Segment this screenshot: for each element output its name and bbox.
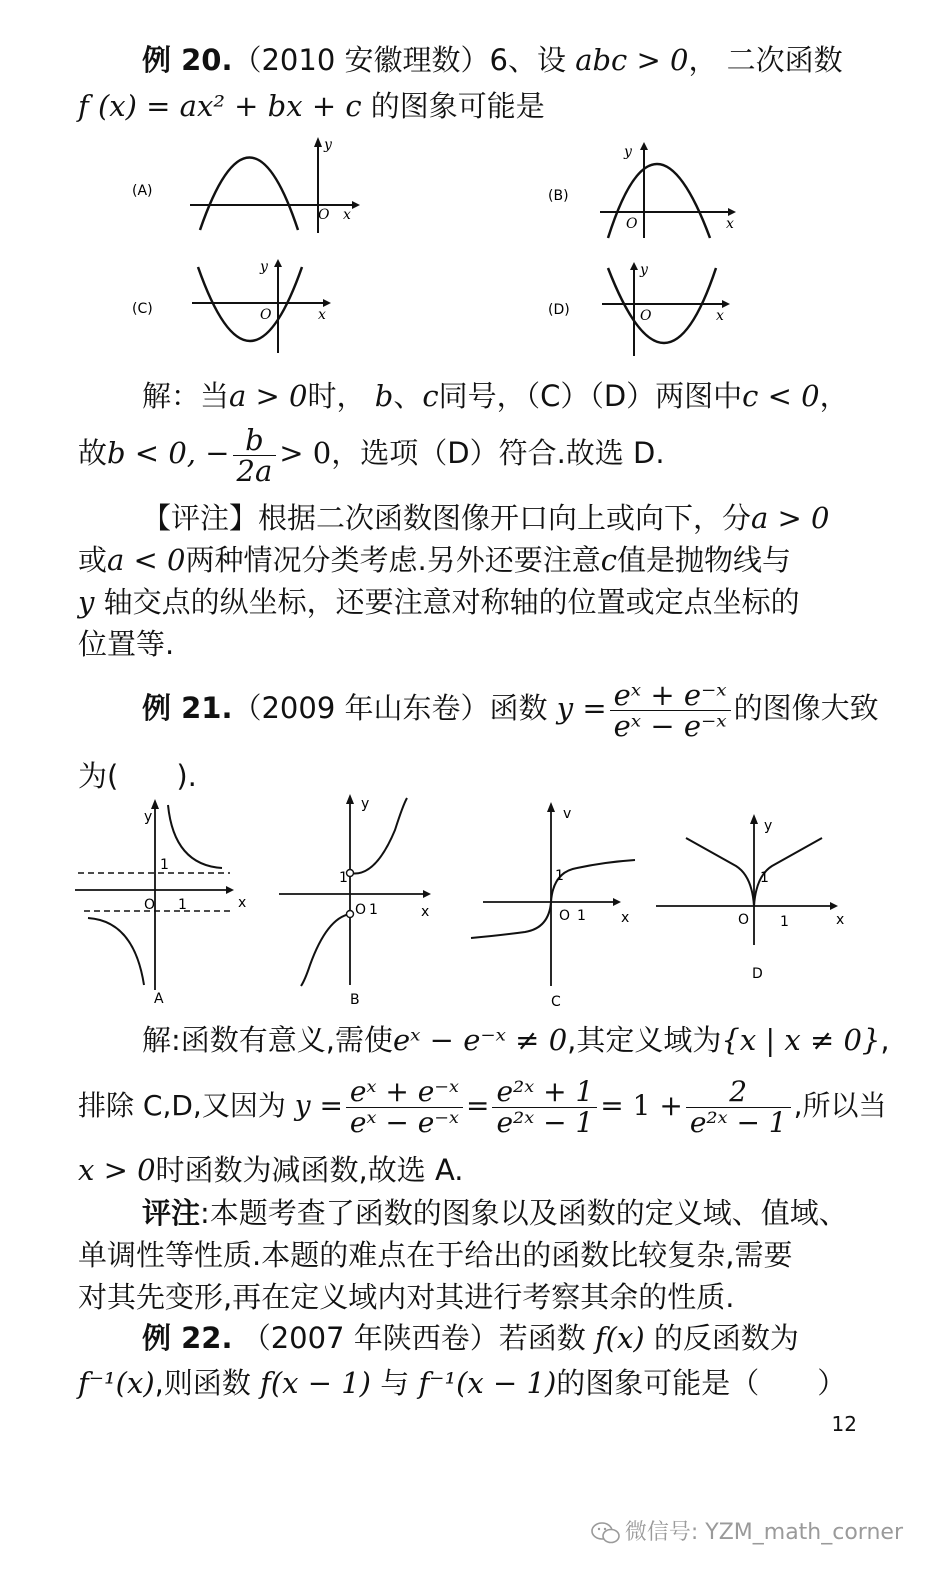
ex20-label: 例 20. bbox=[142, 43, 233, 77]
ex20-sol2-b: b < 0, − bbox=[107, 436, 230, 470]
ex20-c-o: O bbox=[260, 307, 272, 323]
wechat-icon bbox=[591, 1521, 621, 1545]
ex21-rem3: 对其先变形,再在定义域内对其进行考察其余的性质. bbox=[78, 1280, 735, 1314]
ex20-rem4: 位置等. bbox=[78, 627, 175, 661]
ex20-a-o: O bbox=[318, 207, 330, 223]
ex20-tail: ， 二次函数 bbox=[688, 43, 843, 77]
ex21-sol2-n3: 2 bbox=[686, 1077, 791, 1108]
ex21-line1 bbox=[142, 676, 879, 741]
ex21-sol2-n2: e²ˣ + 1 bbox=[492, 1077, 597, 1108]
ex20-graph-c bbox=[120, 255, 340, 355]
ex21-remark-line3 bbox=[78, 1279, 734, 1315]
ex20-remark-line2 bbox=[78, 542, 791, 578]
ex21-remark-line1 bbox=[142, 1195, 848, 1231]
ex21-a-label: A bbox=[154, 991, 164, 1007]
ex20-b-o: O bbox=[626, 216, 638, 232]
ex20-d-o: O bbox=[640, 308, 652, 324]
ex21-yeq: y = bbox=[556, 691, 607, 725]
ex20-rem2-pre: 或 bbox=[78, 543, 108, 577]
ex20-sol2-den: 2a bbox=[236, 453, 273, 488]
ex20-graph-b-label: (B) bbox=[548, 188, 569, 204]
ex21-d-one-y: 1 bbox=[760, 870, 769, 886]
ex20-d-y: y bbox=[640, 262, 648, 278]
ex20-sol1-end: ， bbox=[819, 379, 849, 413]
ex21-sol2-one: = 1 + bbox=[600, 1089, 683, 1122]
ex21-b-x: x bbox=[421, 904, 430, 920]
ex21-sol2-d2: e²ˣ − 1 bbox=[496, 1105, 594, 1139]
ex21-source: （2009 年山东卷）函数 bbox=[232, 691, 548, 725]
ex20-source: （2010 安徽理数）6、设 bbox=[232, 43, 566, 77]
watermark-text: 微信号: YZM_math_corner bbox=[624, 1520, 903, 1545]
ex20-rem1-pre: 【评注】根据二次函数图像开口向上或向下，分 bbox=[142, 501, 752, 535]
ex21-graph-a bbox=[70, 795, 250, 1010]
ex21-remark-line2 bbox=[78, 1237, 792, 1273]
ex21-sol2-d3: e²ˣ − 1 bbox=[689, 1105, 787, 1139]
ex20-sol-line1 bbox=[142, 378, 849, 414]
ex20-graph-a bbox=[120, 135, 380, 235]
ex20-remark-line1 bbox=[142, 500, 830, 536]
ex21-a-one-y: 1 bbox=[160, 857, 169, 873]
ex21-sol2-y: y = bbox=[294, 1089, 343, 1122]
watermark bbox=[591, 1515, 903, 1546]
ex21-d-y: y bbox=[764, 818, 773, 834]
ex21-sol2-frac2 bbox=[492, 1074, 597, 1139]
page-number: 12 bbox=[831, 1412, 857, 1436]
ex22-fx: f(x) bbox=[594, 1321, 645, 1355]
ex21-sol2-end: ,所以当 bbox=[793, 1089, 887, 1122]
ex20-d-x: x bbox=[716, 308, 724, 324]
ex22-line2 bbox=[78, 1365, 846, 1401]
ex21-c-one-x: 1 bbox=[577, 908, 586, 924]
ex20-sol1-mid2: 、 bbox=[393, 379, 423, 413]
ex20-b-y: y bbox=[624, 144, 632, 160]
ex20-remark-line3 bbox=[78, 584, 800, 620]
ex20-graph-a-label: (A) bbox=[132, 183, 153, 199]
ex20-sol1-b: b bbox=[374, 379, 394, 413]
ex21-c-label: C bbox=[551, 994, 561, 1010]
ex21-a-o: O bbox=[144, 897, 156, 913]
ex20-c-x: x bbox=[318, 307, 326, 323]
ex22-finv2: f⁻¹(x − 1) bbox=[418, 1366, 557, 1400]
ex20-func: f (x) = ax² + bx + c bbox=[78, 89, 362, 123]
ex20-sol1-c2: c < 0 bbox=[742, 379, 820, 413]
ex21-rem-label: 评注 bbox=[142, 1196, 201, 1230]
ex20-sol2-frac bbox=[233, 422, 277, 488]
ex20-graph-d bbox=[540, 258, 740, 358]
ex20-a-x: x bbox=[343, 207, 351, 223]
ex20-cond: abc > 0 bbox=[575, 43, 689, 77]
ex20-b-x: x bbox=[726, 216, 734, 232]
ex21-b-one-x: 1 bbox=[369, 902, 378, 918]
ex20-rem2-c: c bbox=[600, 543, 617, 577]
ex21-a-x: x bbox=[238, 895, 247, 911]
ex21-c-o: O bbox=[559, 908, 571, 924]
ex21-sol3: 时函数为减函数,故选 A. bbox=[155, 1153, 464, 1187]
ex21-line2 bbox=[78, 758, 197, 794]
ex20-graph-b bbox=[540, 140, 750, 240]
ex21-sol1-mid: ,其定义域为 bbox=[567, 1023, 722, 1057]
ex22-tail: 的反函数为 bbox=[653, 1321, 799, 1355]
ex20-sol2-pre: 故 bbox=[78, 436, 108, 470]
ex20-sol1-mid1: 时， bbox=[307, 379, 366, 413]
ex21-graph-b bbox=[275, 790, 440, 1010]
ex21-frac bbox=[610, 677, 731, 743]
ex21-c-x: x bbox=[621, 910, 630, 926]
ex21-sol2-frac3 bbox=[686, 1074, 791, 1139]
ex21-b-o: O bbox=[355, 902, 367, 918]
ex21-sol2-d1: eˣ − e⁻ˣ bbox=[349, 1105, 459, 1139]
ex20-sol1-mid3: 同号，（C）（D）两图中 bbox=[438, 379, 743, 413]
ex21-sol1-set: {x | x ≠ 0} bbox=[721, 1023, 881, 1057]
ex21-b-label: B bbox=[350, 992, 360, 1008]
ex20-sol2-num: b bbox=[233, 425, 277, 456]
ex20-graph-c-label: (C) bbox=[132, 301, 153, 317]
ex20-rem2-end: 值是抛物线与 bbox=[616, 543, 791, 577]
ex21-sol-line3 bbox=[78, 1152, 464, 1188]
ex22-mid1: ,则函数 bbox=[154, 1366, 251, 1400]
ex20-sol1-c: c bbox=[422, 379, 439, 413]
ex22-mid2: 与 bbox=[380, 1366, 410, 1400]
ex21-a-one-x: 1 bbox=[178, 897, 187, 913]
ex20-rem2-mid: 两种情况分类考虑.另外还要注意 bbox=[185, 543, 601, 577]
ex21-d-label: D bbox=[752, 966, 763, 982]
ex20-a-y: y bbox=[324, 137, 332, 153]
ex20-rem3: 轴交点的纵坐标，还要注意对称轴的位置或定点坐标的 bbox=[103, 585, 800, 619]
ex21-rem1: :本题考查了函数的图象以及函数的定义域、值域、 bbox=[200, 1196, 848, 1230]
ex21-line2-text: 为( ). bbox=[78, 759, 197, 793]
ex21-b-y: y bbox=[361, 796, 370, 812]
ex21-label: 例 21. bbox=[142, 691, 233, 725]
ex20-rem1-a: a > 0 bbox=[751, 501, 830, 535]
ex21-sol3-x: x > 0 bbox=[78, 1153, 156, 1187]
ex22-f: f(x − 1) bbox=[260, 1366, 371, 1400]
ex21-d-x: x bbox=[836, 912, 845, 928]
ex21-sol2-eq: = bbox=[465, 1089, 490, 1122]
ex20-graph-d-label: (D) bbox=[548, 302, 570, 318]
ex21-sol-line2 bbox=[78, 1072, 887, 1140]
ex21-graph-c bbox=[465, 798, 645, 1013]
ex20-c-y: y bbox=[260, 259, 268, 275]
ex21-rem2: 单调性等性质.本题的难点在于给出的函数比较复杂,需要 bbox=[78, 1238, 793, 1272]
ex21-d-o: O bbox=[738, 912, 750, 928]
ex21-sol1-end: , bbox=[880, 1023, 890, 1057]
ex21-sol2-pre: 排除 C,D,又因为 bbox=[78, 1089, 286, 1122]
ex22-source: （2007 年陕西卷）若函数 bbox=[241, 1321, 586, 1355]
ex21-tail: 的图像大致 bbox=[733, 691, 879, 725]
ex21-sol2-n1: eˣ + e⁻ˣ bbox=[346, 1077, 463, 1108]
ex21-sol1-pre: 解:函数有意义,需使 bbox=[142, 1023, 393, 1057]
ex21-sol2-frac1 bbox=[346, 1074, 463, 1139]
ex21-d-one-x: 1 bbox=[780, 914, 789, 930]
ex22-end: 的图象可能是（ ） bbox=[556, 1366, 847, 1400]
ex20-sol1-pre: 解：当 bbox=[142, 379, 230, 413]
ex20-line1 bbox=[142, 42, 843, 78]
ex21-graph-d bbox=[652, 810, 857, 985]
ex21-sol1-expr: eˣ − e⁻ˣ ≠ 0 bbox=[393, 1023, 568, 1057]
ex20-rem2-a: a < 0 bbox=[107, 543, 186, 577]
ex21-den: eˣ − e⁻ˣ bbox=[613, 708, 727, 743]
ex20-line2 bbox=[78, 88, 545, 124]
ex21-a-y: y bbox=[144, 809, 153, 825]
ex22-label: 例 22. bbox=[142, 1321, 233, 1355]
ex20-sol2-gt: > 0 bbox=[279, 436, 332, 470]
ex20-sol-line2 bbox=[78, 422, 665, 486]
ex21-c-v: v bbox=[563, 806, 572, 822]
ex21-b-one-y: 1 bbox=[339, 870, 348, 886]
ex20-sol2-end: ，选项（D）符合.故选 D. bbox=[331, 436, 665, 470]
ex22-finv: f⁻¹(x) bbox=[78, 1366, 155, 1400]
ex21-num: eˣ + e⁻ˣ bbox=[610, 680, 731, 711]
ex21-sol-line1 bbox=[142, 1022, 890, 1058]
ex20-question: 的图象可能是 bbox=[370, 89, 545, 123]
ex20-rem3-y: y bbox=[78, 585, 95, 619]
ex21-c-one-y: 1 bbox=[555, 868, 564, 884]
ex20-remark-line4 bbox=[78, 626, 174, 662]
ex20-sol1-a: a > 0 bbox=[229, 379, 308, 413]
ex22-line1 bbox=[142, 1320, 799, 1356]
